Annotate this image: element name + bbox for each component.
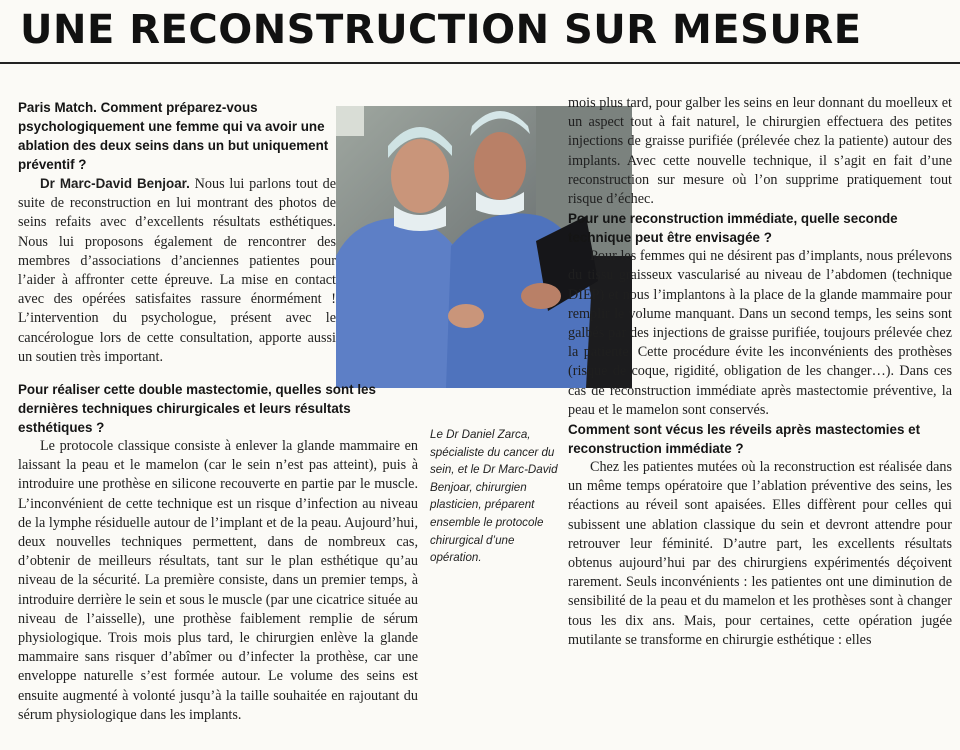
headline-rule	[0, 62, 960, 64]
headline: UNE RECONSTRUCTION SUR MESURE	[20, 7, 862, 53]
column-right	[568, 94, 952, 750]
continuation-paragraph: mois plus tard, pour galber les seins en leur donnant du moelleux et un aspect tout à fait naturel, le chirurgien effectuera des petites injections de graisse purifiée (prélevée chez la patiente) autour des implants. Avec cette nouvelle technique, il s’agit en fait d’une reconstruction sur mesure où l’on supprime pratiquement tout risque d’échec.	[568, 95, 952, 208]
answer-1	[18, 174, 336, 367]
speaker-name: Dr Marc-David Benjoar.	[40, 176, 190, 191]
answer-4: Chez les patientes mutées où la reconstruction est réalisée dans un même temps opératoire que l’ablation préventive des seins, les réactions au réveil sont apaisées. Elles diffèrent pour celles qui subissent une ablation classique du sein et devront attendre pour retrouver leur féminité. D’autre part, les excellents résultats obtenus aujourd’hui par des chirurgiens expérimentés déçoivent rarement. Seuls inconvénients : les patientes ont une diminution de sensibilité de la peau et du mamelon et les prothèses sont à changer tous les dix ans. Mais, pour certaines, cette opération jugée mutilante se transforme en chirurgie esthétique : elles	[568, 459, 952, 648]
answer-1-text: Nous lui parlons tout de suite de reconstruction en lui montrant des photos de seins refaits avec d’excellents résultats esthétiques. Nous lui proposons également de rencontrer des membres d’associations d’anciennes patientes pour l’aider à affronter cette épreuve. La mise en contact avec des opérées satisfaites rassure énormément ! L’intervention du psychologue, présent avec le cancérologue lors de cette consultation, apporte aussi un soutien très important.	[18, 176, 336, 365]
answer-3: Pour les femmes qui ne désirent pas d’implants, nous prélevons du tissu graisseux vascularisé au niveau de l’abdomen (technique DIEP) et nous l’implantons à la place de la glande mammaire pour remplir le volume manquant. Dans un second temps, les seins sont galbés par des injections de graisse purifiée, toujours prélevée chez la patiente. Cette procédure évite les inconvénients des prothèses (risque de coque, rigidité, obligation de les changer…). Dans ces cas de reconstruction immédiate après mastectomie préventive, la peau et le mamelon sont conservés.	[568, 248, 952, 418]
question-4: Comment sont vécus les réveils après mastectomies et reconstruction immédiate ?	[568, 422, 921, 457]
photo-caption: Le Dr Daniel Zarca, spécialiste du cancer du sein, et le Dr Marc-David Benjoar, chirurgien plasticien, préparent ensemble le protocole chirurgical d’une opération.	[430, 428, 558, 565]
question-2: Pour réaliser cette double mastectomie, quelles sont les dernières techniques chirurgicales et leurs résultats esthétiques ?	[18, 382, 376, 435]
column-left-top	[18, 98, 336, 398]
answer-2: Le protocole classique consiste à enlever la glande mammaire en laissant la peau et le mamelon (car le sein n’est pas atteint), puis à introduire une prothèse en silicone recouverte en partie par le muscle. L’inconvénient de cette technique est un risque d’infection au niveau de la lymphe résiduelle autour de l’implant et de la peau. Aujourd’hui, deux nouvelles techniques permettent, dans de nombreux cas, d’obtenir de meilleurs résultats, tant sur le plan esthétique qu’au niveau de la sécurité. La première consiste, dans un premier temps, à introduire derrière le sein et sous le muscle (par une cicatrice située au niveau de l’aisselle), une prothèse faiblement remplie de sérum physiologique. Trois mois plus tard, le chirurgien enlève la glande mammaire sans risquer d’abîmer ou d’infecter la prothèse, car une enveloppe naturelle s’est formée autour. Le volume des seins est ensuite augmenté à volonté jusqu’à la taille souhaitée en rajoutant du sérum physiologique dans les implants.	[18, 438, 418, 723]
question-3: Pour une reconstruction immédiate, quelle seconde technique peut être envisagée ?	[568, 211, 898, 246]
column-left-bottom	[18, 380, 555, 750]
question-1: Paris Match. Comment préparez-vous psychologiquement une femme qui va avoir une ablation des deux seins dans un but uniquement préventif ?	[18, 100, 329, 172]
